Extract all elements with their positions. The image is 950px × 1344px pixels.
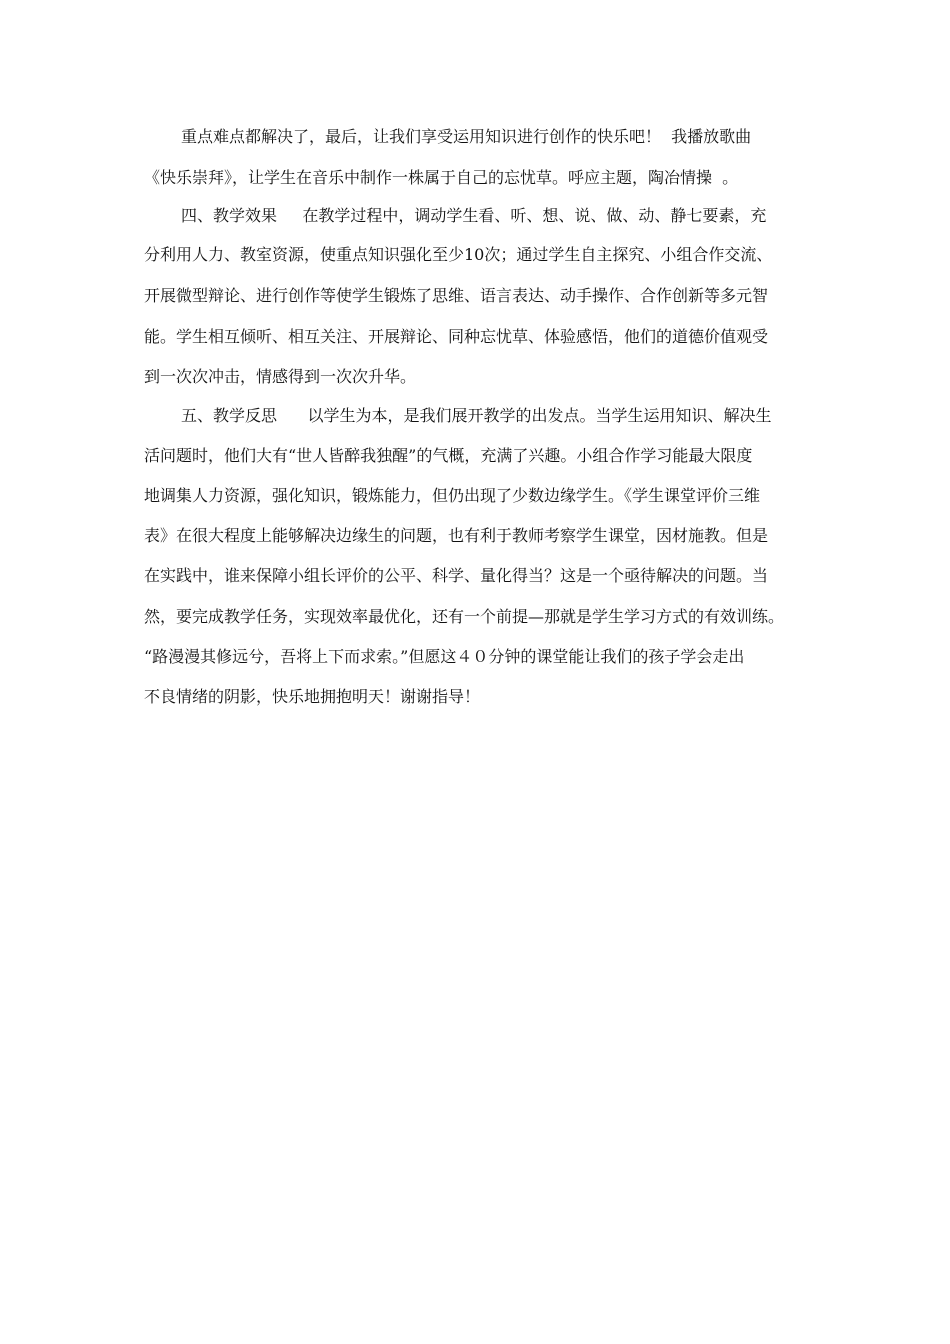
paragraph-line: 活问题时，他们大有“世人皆醉我独醒”的气概，充满了兴趣。小组合作学习能最大限度 [144,446,753,465]
paragraph-line: 地调集人力资源，强化知识，锻炼能力，但仍出现了少数边缘学生。《学生课堂评价三维 [144,486,761,505]
section-heading-line: 四、教学效果 在教学过程中，调动学生看、听、想、说、做、动、静七要素，充 [181,206,767,225]
paragraph-line: 能。学生相互倾听、相互关注、开展辩论、同种忘忧草、体验感悟，他们的道德价值观受 [144,327,769,346]
paragraph-line: 不良情绪的阴影，快乐地拥抱明天！谢谢指导！ [144,687,481,706]
paragraph-line: “路漫漫其修远兮，吾将上下而求索。”但愿这４０分钟的课堂能让我们的孩子学会走出 [144,647,745,666]
section-heading-line: 五、教学反思 以学生为本，是我们展开教学的出发点。当学生运用知识、解决生 [181,406,772,425]
paragraph-line: 然，要完成教学任务，实现效率最优化，还有一个前提—那就是学生学习方式的有效训练。 [144,607,785,626]
paragraph-line: 表》在很大程度上能够解决边缘生的问题，也有利于教师考察学生课堂，因材施教。但是 [144,526,769,545]
paragraph-line: 分利用人力、教室资源，使重点知识强化至少10次；通过学生自主探究、小组合作交流、 [144,245,773,264]
paragraph-line: 重点难点都解决了，最后，让我们享受运用知识进行创作的快乐吧！ 我播放歌曲 [181,127,752,146]
paragraph-line: 在实践中，谁来保障小组长评价的公平、科学、量化得当？这是一个亟待解决的问题。当 [144,566,769,585]
paragraph-line: 到一次次冲击，情感得到一次次升华。 [144,367,417,386]
paragraph-line: 开展微型辩论、进行创作等使学生锻炼了思维、语言表达、动手操作、合作创新等多元智 [144,286,769,305]
paragraph-line: 《快乐崇拜》，让学生在音乐中制作一株属于自己的忘忧草。呼应主题，陶冶情操 。 [144,168,739,187]
